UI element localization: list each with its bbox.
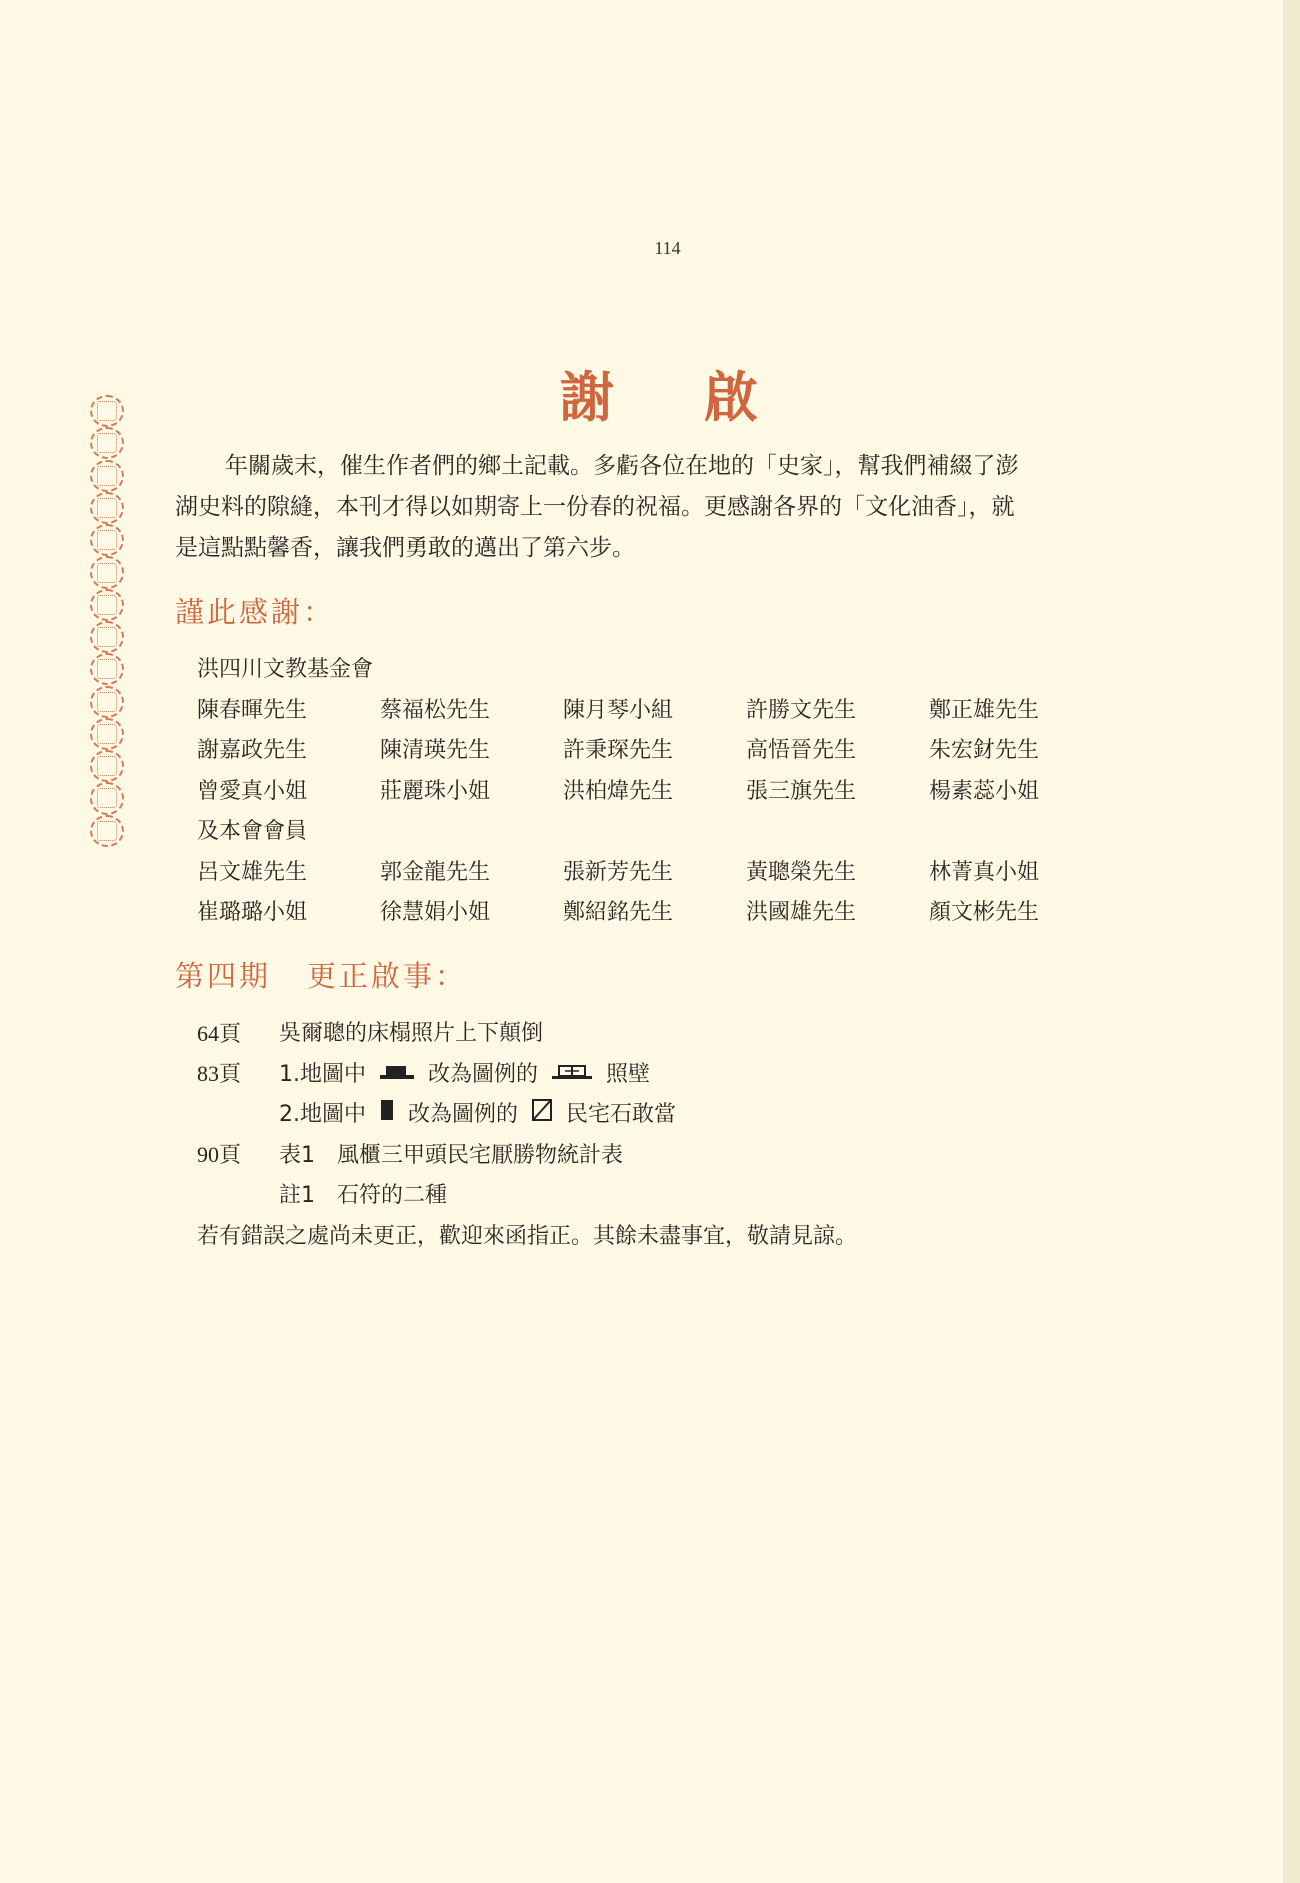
- donor-name: 楊素蕊小姐: [929, 778, 1040, 804]
- donor-name: 鄭正雄先生: [929, 697, 1040, 723]
- donor-grid: [197, 691, 1097, 813]
- member-name: 黃聰榮先生: [746, 859, 857, 885]
- errata-item-p83-1: [197, 1055, 1097, 1096]
- intro-line-1: 年關歲末，催生作者們的鄉土記載。多虧各位在地的「史家」，幫我們補綴了澎: [225, 453, 1019, 479]
- donor-name: 陳清瑛先生: [380, 738, 491, 763]
- errata-text: 照壁: [606, 1061, 651, 1087]
- page-ref: [197, 1135, 279, 1177]
- seal-icon: [90, 815, 124, 847]
- member-grid: [197, 853, 1097, 934]
- page-title: [560, 358, 760, 428]
- seal-icon: [90, 524, 124, 556]
- decorative-seal-column: [90, 395, 130, 847]
- donor-name: 許勝文先生: [746, 697, 857, 723]
- seal-icon: [90, 653, 124, 685]
- seal-icon: [90, 589, 124, 621]
- member-name: 呂文雄先生: [197, 859, 308, 885]
- seal-icon: [90, 750, 124, 782]
- donor-name: 莊麗珠小姐: [380, 778, 491, 804]
- page-ref: [197, 1054, 279, 1096]
- errata-item-p90: [197, 1136, 1097, 1177]
- donor-name: 張三旗先生: [746, 778, 857, 804]
- errata-text: 1.地圖中: [279, 1061, 366, 1087]
- errata-text: 吳爾聰的床榻照片上下顛倒: [279, 1021, 544, 1046]
- donor-name: 許秉琛先生: [563, 738, 674, 763]
- members-label: 及本會會員: [197, 819, 308, 844]
- stone-tablet-legend-icon: [532, 1095, 552, 1136]
- errata-heading-title: 更正啟事：: [307, 959, 468, 993]
- page-ref-number: 83: [197, 1061, 219, 1086]
- donor-name: 洪柏煒先生: [563, 778, 674, 804]
- thanks-list: [197, 650, 1097, 934]
- seal-icon: [90, 492, 124, 524]
- member-name: 郭金龍先生: [380, 859, 491, 885]
- member-name: 崔璐璐小姐: [197, 900, 308, 925]
- member-name: 張新芳先生: [563, 859, 674, 885]
- intro-paragraph: [175, 446, 1135, 569]
- seal-icon: [90, 395, 124, 427]
- donor-name: 蔡福松先生: [380, 697, 491, 723]
- black-wall-map-symbol-icon: [380, 1055, 414, 1096]
- thanks-heading: 謹此感謝：: [175, 595, 336, 629]
- donor-name: 朱宏釮先生: [929, 738, 1040, 763]
- donor-name: 陳春暉先生: [197, 697, 308, 723]
- screen-wall-legend-icon: [552, 1055, 592, 1096]
- errata-item-p90-note: [197, 1176, 1097, 1217]
- member-name: 顏文彬先生: [929, 900, 1040, 925]
- page-ref-unit: 頁: [219, 1143, 242, 1168]
- seal-icon: [90, 556, 124, 588]
- page-ref: [197, 1014, 279, 1056]
- title-char-1: 謝: [560, 364, 616, 429]
- page-edge: [1283, 0, 1300, 1883]
- donor-name: 陳月琴小組: [563, 697, 674, 723]
- member-name: 洪國雄先生: [746, 900, 857, 925]
- member-name: 鄭紹銘先生: [563, 900, 674, 925]
- donor-name: 謝嘉政先生: [197, 738, 308, 763]
- errata-text: 民宅石敢當: [566, 1102, 677, 1127]
- black-block-map-symbol-icon: [380, 1095, 394, 1136]
- errata-list: [197, 1014, 1097, 1257]
- member-name: 林菁真小姐: [929, 859, 1040, 885]
- page-ref-number: 64: [197, 1020, 219, 1046]
- errata-item-p83-2: [197, 1095, 1097, 1136]
- title-char-2: 啟: [704, 364, 760, 429]
- seal-icon: [90, 782, 124, 814]
- organization-name: 洪四川文教基金會: [197, 657, 374, 682]
- page-ref-number: 90: [197, 1142, 219, 1167]
- errata-text: 改為圖例的: [408, 1102, 519, 1127]
- errata-heading: [175, 954, 467, 995]
- donor-name: 高悟晉先生: [746, 738, 857, 763]
- seal-icon: [90, 686, 124, 718]
- intro-line-2: 湖史料的隙縫，本刊才得以如期寄上一份春的祝福。更感謝各界的「文化油香」，就: [175, 494, 1015, 520]
- errata-text: 表1 風櫃三甲頭民宅厭勝物統計表: [279, 1142, 623, 1168]
- errata-item-p64: [197, 1014, 1097, 1055]
- seal-icon: [90, 621, 124, 653]
- closing-note: 若有錯誤之處尚未更正，歡迎來函指正。其餘未盡事宜，敬請見諒。: [197, 1223, 858, 1249]
- errata-heading-issue: 第四期: [175, 959, 272, 993]
- errata-text: 改為圖例的: [428, 1061, 539, 1087]
- page-number: 114: [654, 238, 681, 258]
- page-ref-unit: 頁: [219, 1021, 242, 1047]
- intro-line-3: 是這點點馨香，讓我們勇敢的邁出了第六步。: [175, 535, 635, 561]
- donor-name: 曾愛真小姐: [197, 778, 308, 804]
- seal-icon: [90, 460, 124, 492]
- seal-icon: [90, 718, 124, 750]
- errata-text: 註1 石符的二種: [279, 1183, 447, 1208]
- member-name: 徐慧娟小姐: [380, 900, 491, 925]
- page-ref-unit: 頁: [219, 1062, 242, 1087]
- errata-text: 2.地圖中: [279, 1102, 366, 1127]
- seal-icon: [90, 427, 124, 459]
